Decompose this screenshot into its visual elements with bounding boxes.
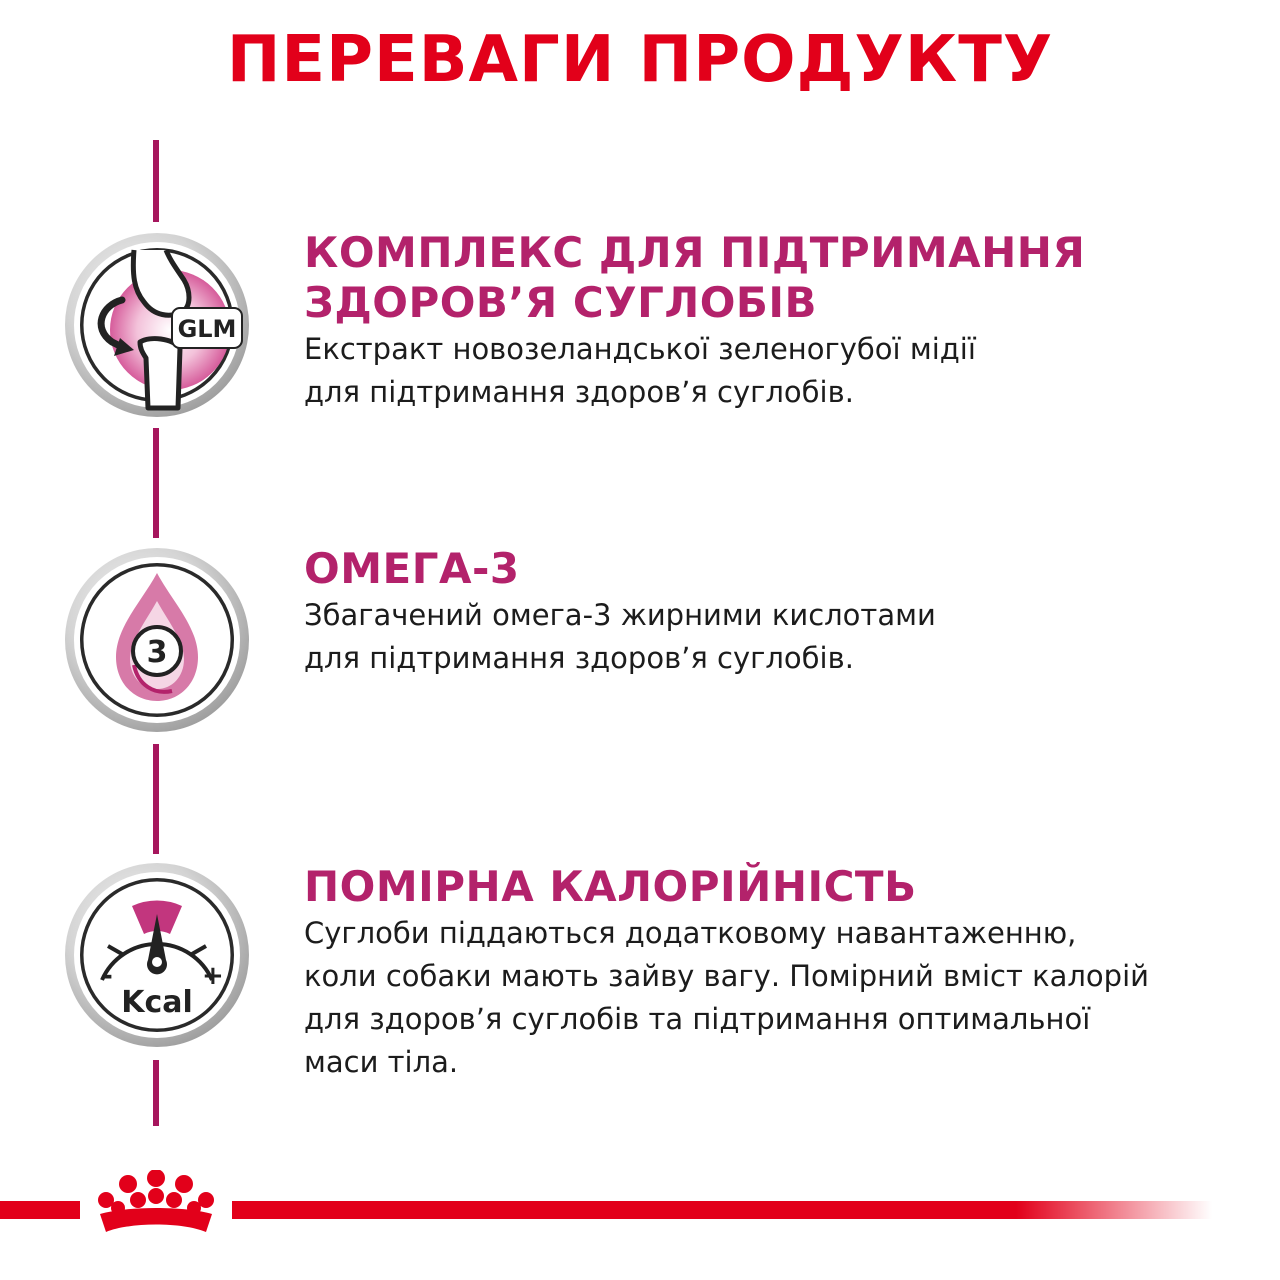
timeline-segment-2 xyxy=(153,744,159,854)
item-title: КОМПЛЕКС ДЛЯ ПІДТРИМАННЯ ЗДОРОВ’Я СУГЛОБІВ xyxy=(304,228,1086,327)
gauge-plus: + xyxy=(202,961,224,991)
timeline-segment-1 xyxy=(153,428,159,538)
item-description: Суглоби піддаються додатковому навантаженню, коли собаки мають зайву вагу. Помірний вміст калорій для здоров’я суглобів та підтримання оптимальної маси тіла. xyxy=(304,916,1149,1079)
page-title: ПЕРЕВАГИ ПРОДУКТУ xyxy=(226,23,1054,97)
item-description: Збагачений омега-3 жирними кислотами для підтримання здоров’я суглобів. xyxy=(304,598,936,675)
kcal-gauge-icon xyxy=(62,860,252,1050)
footer-line-left xyxy=(0,1201,80,1219)
footer-line-right xyxy=(232,1201,1212,1219)
benefit-item-joint xyxy=(304,228,1244,414)
royal-canin-crown-logo xyxy=(86,1170,226,1250)
joint-glm-icon xyxy=(62,230,252,420)
timeline-segment-top xyxy=(153,140,159,222)
item-description: Екстракт новозеландської зеленогубої мідії для підтримання здоров’я суглобів. xyxy=(304,332,976,409)
glm-label: GLM xyxy=(177,315,237,343)
omega-3-drop-icon xyxy=(62,545,252,735)
item-title: ОМЕГА-3 xyxy=(304,544,520,593)
benefit-item-calories xyxy=(304,862,1244,1084)
item-title: ПОМІРНА КАЛОРІЙНІСТЬ xyxy=(304,862,917,911)
omega-number: 3 xyxy=(146,635,168,670)
gauge-minus: - xyxy=(102,961,113,991)
benefit-item-omega xyxy=(304,544,1244,680)
timeline-segment-bottom xyxy=(153,1060,159,1126)
kcal-label: Kcal xyxy=(121,985,193,1020)
